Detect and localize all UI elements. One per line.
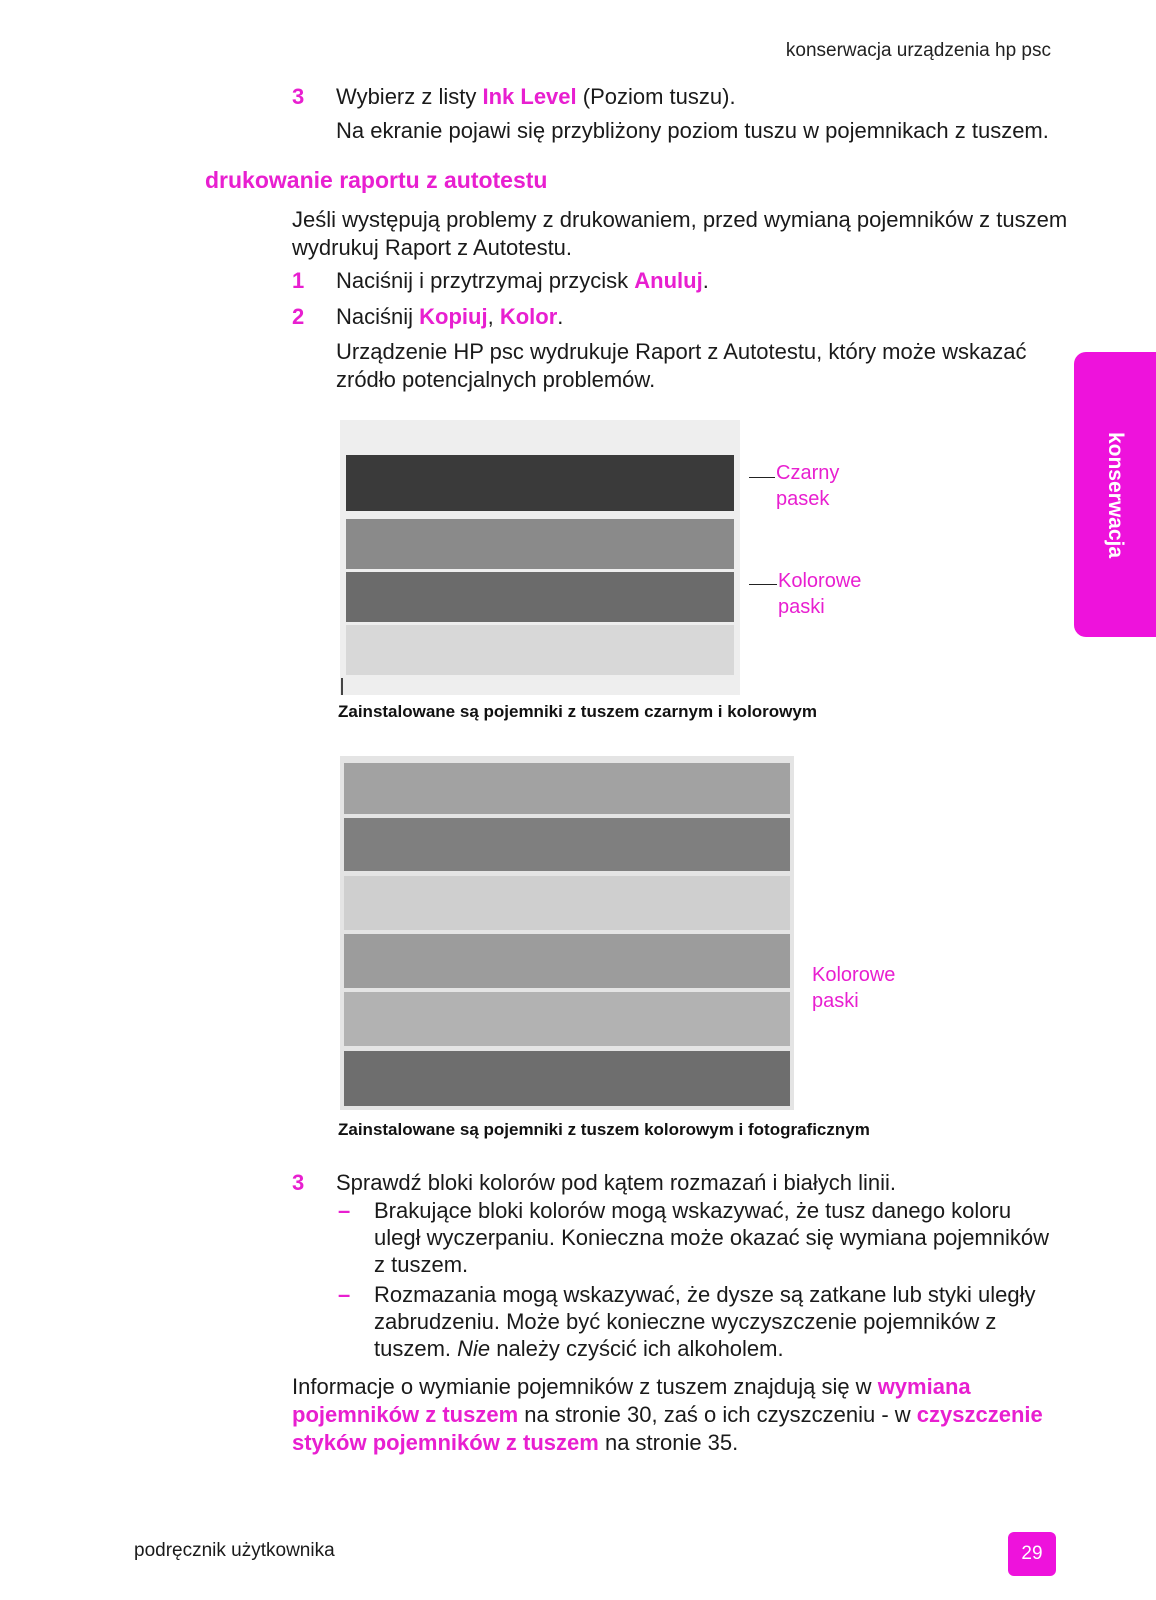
bullet-line: Brakujące bloki kolorów mogą wskazywać, że tusz danego koloru [374,1198,1012,1223]
callout-line: Czarny [776,462,840,484]
callout-color-stripes [812,962,895,1014]
step-text-post: . [557,304,564,329]
closing-text: na stronie 30, zaś o ich czyszczeniu - w [518,1402,917,1427]
link-clean-contacts[interactable]: czyszczenie [916,1402,1043,1427]
kolor-button-ref[interactable]: Kolor [499,304,558,329]
step-note-line-2: zródło potencjalnych problemów. [336,367,656,392]
step-text-pre: Naciśnij i przytrzymaj przycisk [336,268,635,293]
step-text: Sprawdź bloki kolorów pod kątem rozmazań i białych linii. [336,1170,897,1195]
closing-line-2 [292,1400,1043,1429]
page-number: 29 [1008,1532,1056,1576]
color-stripe [346,625,734,675]
running-head: konserwacja urządzenia hp psc [785,40,1051,61]
color-stripe [344,763,790,814]
color-stripe [344,934,790,988]
footer-title: podręcznik użytkownika [134,1540,335,1561]
callout-leader [749,477,775,478]
self-test-figure-2 [340,756,794,1110]
callout-line: Kolorowe [778,570,862,592]
callout-line: Kolorowe [812,964,896,986]
link-replace-cartridges[interactable]: pojemników z tuszem [292,1402,519,1427]
link-clean-contacts[interactable]: styków pojemników z tuszem [292,1430,599,1455]
step-number: 1 [292,268,305,293]
callout-line: paski [812,990,859,1012]
ink-level-menu-item[interactable]: Ink Level [482,84,577,109]
callout-black-stripe [776,460,839,512]
intro-line-1: Jeśli występują problemy z drukowaniem, przed wymianą pojemników z tuszem [292,207,1068,232]
color-stripe [346,519,734,569]
section-title: drukowanie raportu z autotestu [205,167,548,193]
step-text-pre: Naciśnij [336,304,420,329]
separator: , [487,304,500,329]
bullet-text: należy czyścić ich alkoholem. [490,1336,784,1361]
bullet-text: tuszem. [374,1336,458,1361]
self-test-figure-1 [340,420,740,695]
chapter-side-tab-label: konserwacja [1104,431,1127,558]
step-number: 3 [292,84,305,109]
closing-text: Informacje o wymianie pojemników z tuszem znajdują się w [292,1374,878,1399]
black-stripe [346,455,734,511]
callout-leader [749,584,777,585]
link-replace-cartridges[interactable]: wymiana [877,1374,971,1399]
step-text [336,82,736,111]
bullet-line: zabrudzeniu. Może być konieczne wyczyszczenie pojemników z [374,1309,997,1334]
figure-caption: Zainstalowane są pojemniki z tuszem czarnym i kolorowym [338,702,817,721]
bullet-line: uległ wyczerpaniu. Konieczna może okazać się wymiana pojemników [374,1225,1049,1250]
step-number: 2 [292,304,305,329]
color-stripe [344,876,790,930]
color-stripe [346,572,734,622]
bullet-line [374,1334,784,1363]
step-number: 3 [292,1170,305,1195]
intro-line-2: wydrukuj Raport z Autotestu. [292,235,573,260]
anuluj-button-ref[interactable]: Anuluj [634,268,703,293]
callout-color-stripes [778,568,861,620]
step-text-post: . [702,268,709,293]
step-text-post: (Poziom tuszu). [576,84,736,109]
step-text-pre: Wybierz z listy [336,84,483,109]
closing-text: na stronie 35. [598,1430,739,1455]
step-text [336,302,563,331]
callout-line: paski [778,596,825,618]
bullet-dash: – [338,1282,351,1307]
color-stripe [344,992,790,1046]
tick-mark [341,678,343,695]
figure-caption: Zainstalowane są pojemniki z tuszem kolorowym i fotograficznym [338,1120,870,1139]
color-stripe [344,818,790,871]
color-stripe [344,1051,790,1106]
emphasis: Nie [457,1336,491,1361]
step-text [336,266,709,295]
step-note: Na ekranie pojawi się przybliżony poziom tuszu w pojemnikach z tuszem. [336,118,1049,143]
chapter-side-tab[interactable] [1074,352,1156,637]
closing-line-3 [292,1428,738,1457]
bullet-line: z tuszem. [374,1252,469,1277]
kopiuj-button-ref[interactable]: Kopiuj [419,304,488,329]
bullet-line: Rozmazania mogą wskazywać, że dysze są zatkane lub styki uległy [374,1282,1036,1307]
closing-line-1 [292,1372,971,1401]
bullet-dash: – [338,1198,351,1223]
step-note-line-1: Urządzenie HP psc wydrukuje Raport z Autotestu, który może wskazać [336,339,1027,364]
callout-line: pasek [776,488,830,510]
